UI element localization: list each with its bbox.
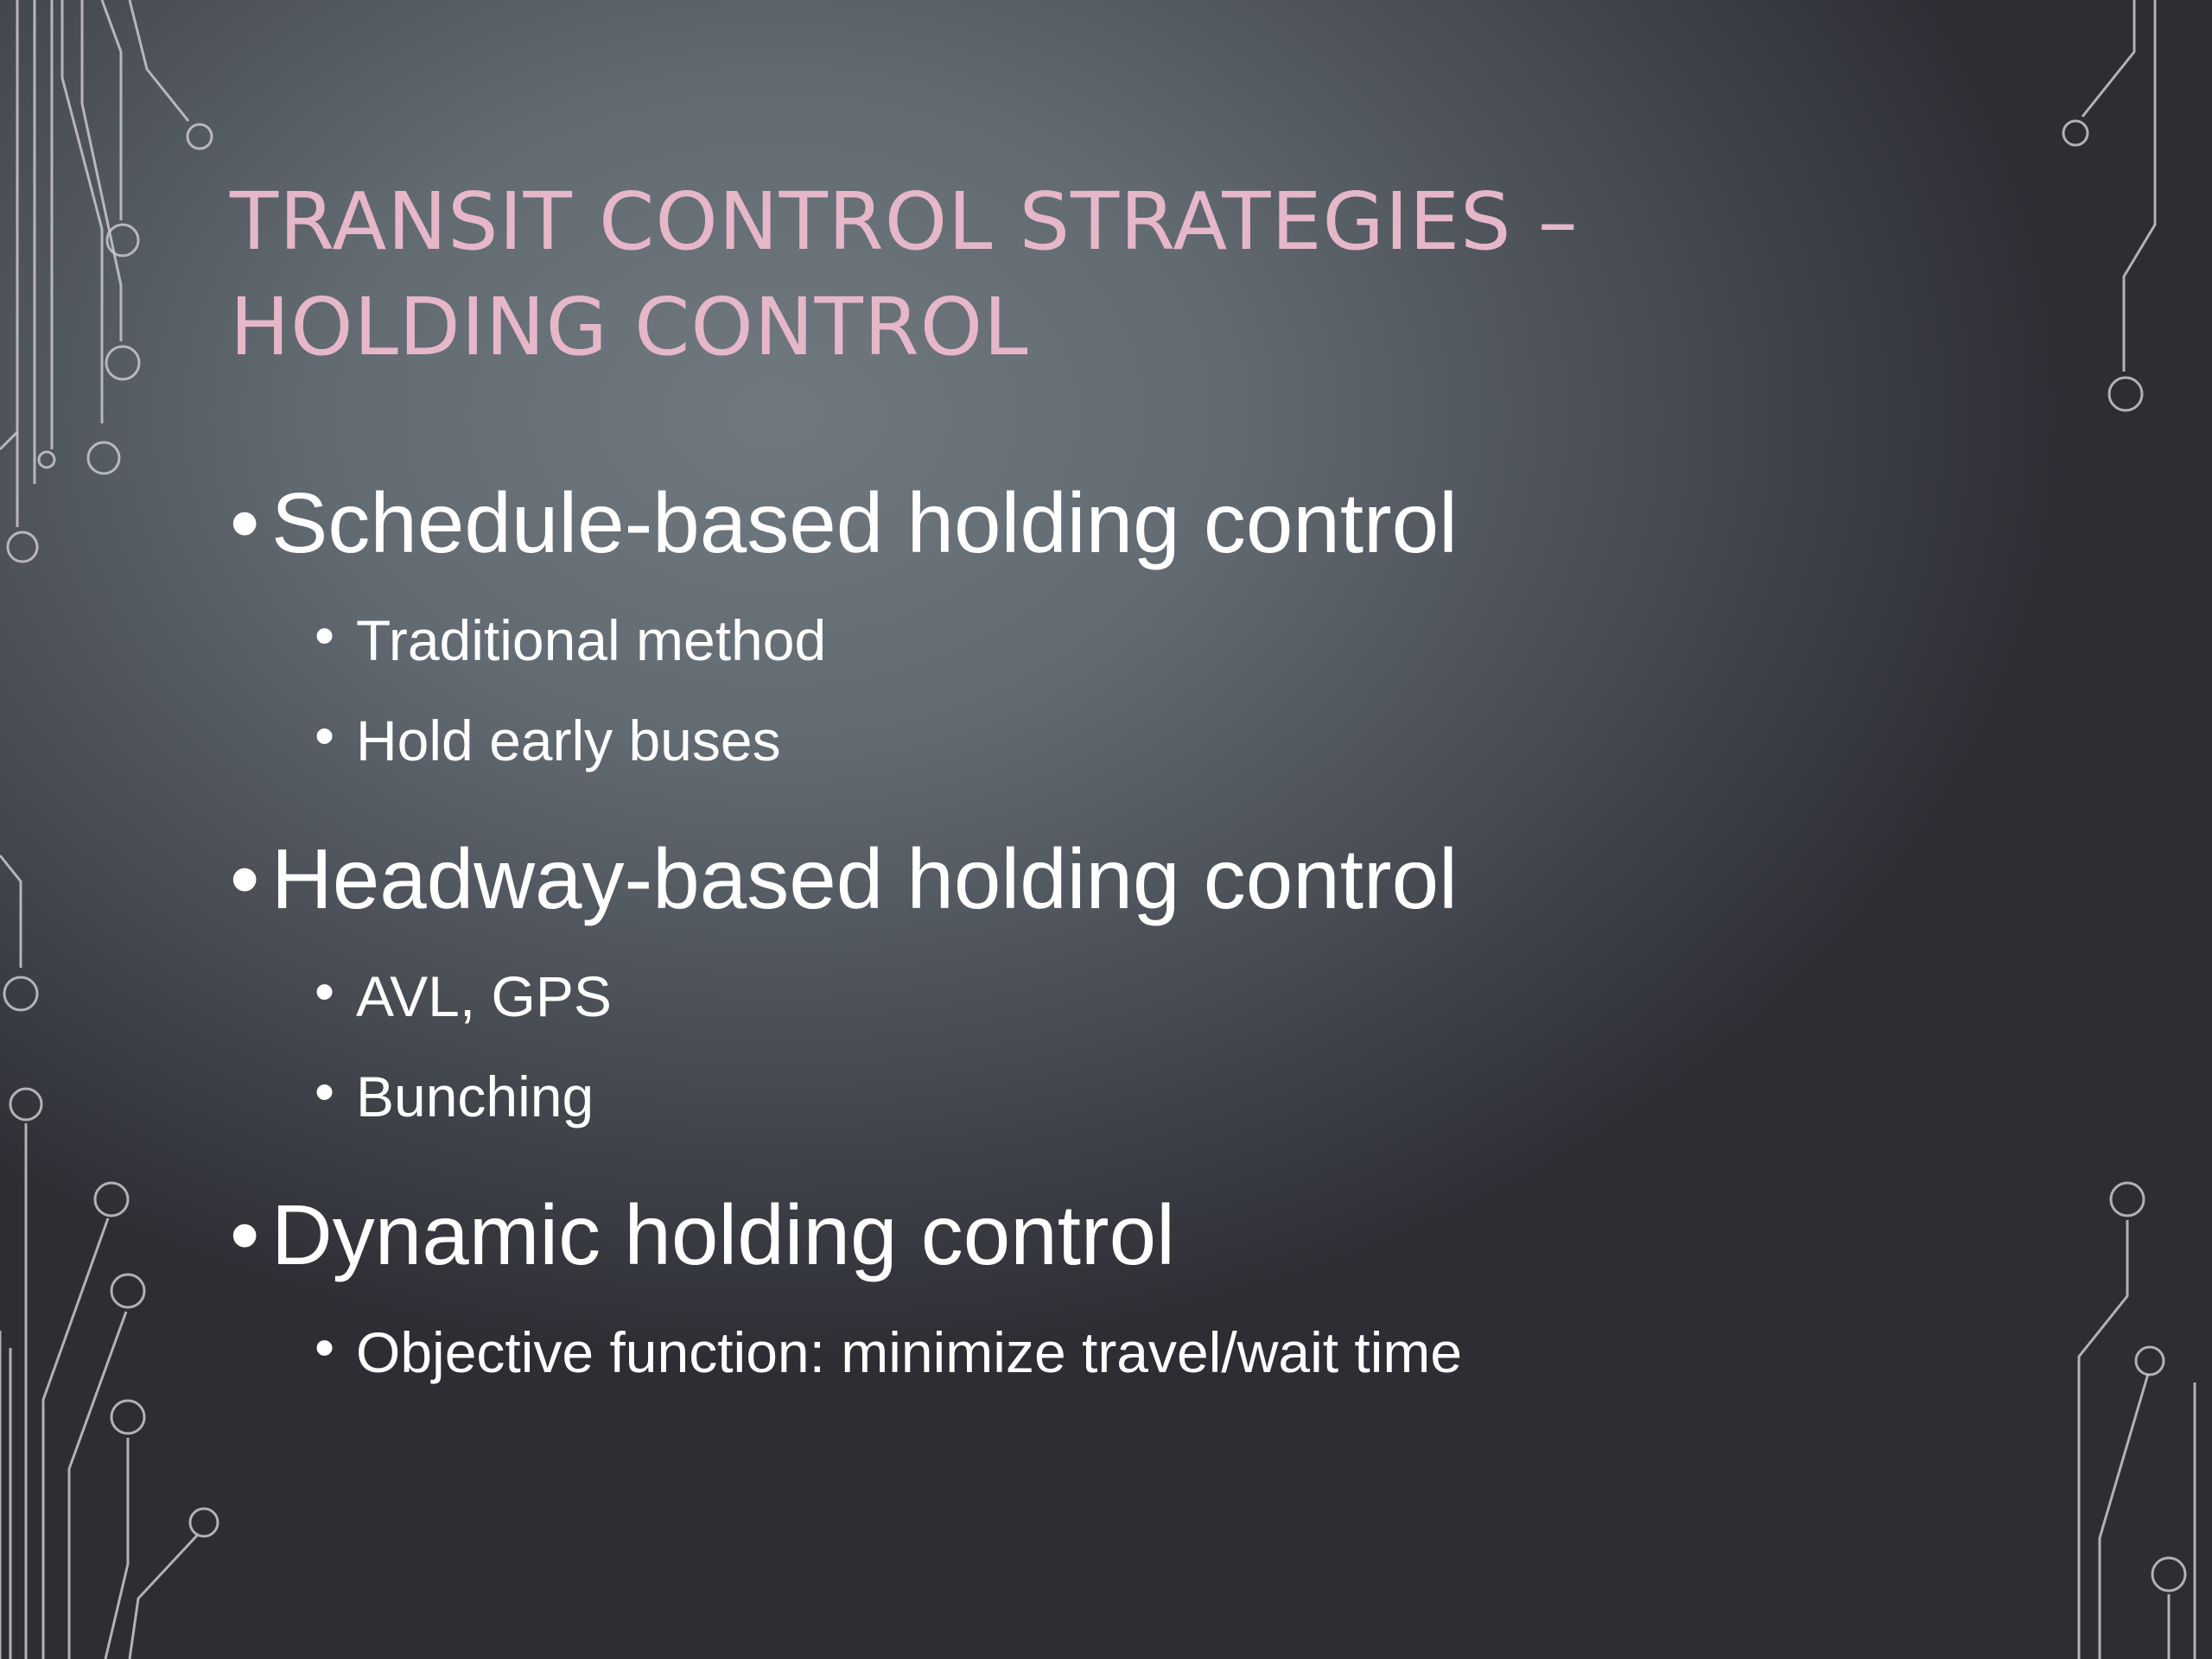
- circuit-bottom-right: [2079, 1183, 2195, 1659]
- bullet-headway-based: [230, 823, 2044, 935]
- sub-bullet-traditional-method: [230, 601, 2044, 679]
- slide-title-line-1: TRANSIT CONTROL STRATEGIES –: [230, 175, 1579, 268]
- sub-bullet-avl-gps: [230, 957, 2044, 1035]
- bullet-dot: •: [230, 475, 260, 570]
- sub-bullet-dot: •: [315, 1059, 335, 1123]
- sub-bullet-text: Bunching: [356, 1065, 594, 1128]
- sub-bullet-bunching: [230, 1058, 2044, 1135]
- bullet-text: Headway-based holding control: [271, 831, 1458, 926]
- sub-bullet-text: AVL, GPS: [356, 964, 612, 1028]
- sub-bullet-dot: •: [315, 1315, 335, 1379]
- sub-bullet-dot: •: [315, 703, 335, 767]
- sub-bullet-text: Objective function: minimize travel/wait time: [356, 1320, 1463, 1384]
- bullet-dot: •: [230, 831, 260, 926]
- bullet-dynamic: [230, 1179, 2044, 1291]
- sub-bullet-hold-early-buses: [230, 702, 2044, 779]
- bullet-dot: •: [230, 1187, 260, 1282]
- slide-title-line-2: HOLDING CONTROL: [230, 281, 1029, 373]
- bullet-text: Dynamic holding control: [271, 1187, 1175, 1282]
- sub-bullet-objective-function: [230, 1313, 2044, 1391]
- circuit-bottom-left: [0, 855, 218, 1659]
- slide-title: [230, 169, 1872, 380]
- bullet-text: Schedule-based holding control: [271, 475, 1458, 570]
- circuit-top-left: [0, 0, 212, 562]
- bullet-list: [230, 467, 2044, 1391]
- circuit-top-right: [2063, 0, 2155, 410]
- sub-bullet-text: Hold early buses: [356, 709, 781, 772]
- sub-bullet-dot: •: [315, 959, 335, 1023]
- sub-bullet-dot: •: [315, 603, 335, 667]
- sub-bullet-text: Traditional method: [356, 608, 827, 672]
- bullet-schedule-based: [230, 467, 2044, 579]
